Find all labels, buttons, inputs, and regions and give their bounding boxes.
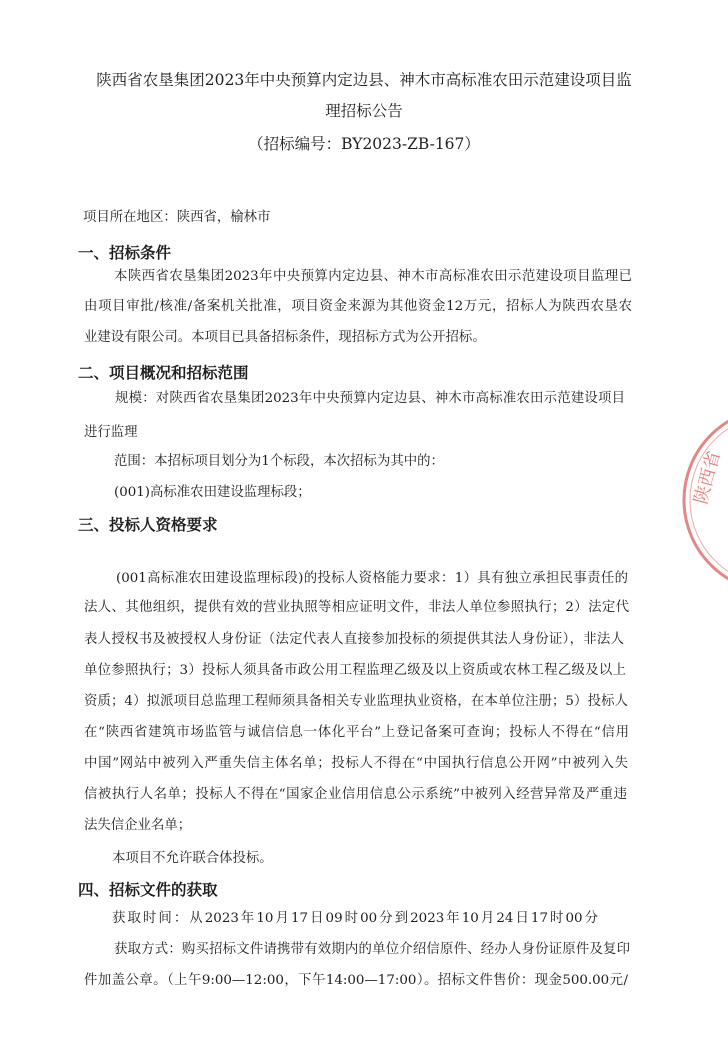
s4-line3: 件加盖公章。（上午9:00—12:00，下午14:00—17:00）。招标文件售价：现金500.00元/ — [84, 973, 628, 988]
s1-line2: 由项目审批/核准/备案机关批准，项目资金来源为其他资金12万元，招标人为陕西农垦农 — [84, 299, 632, 314]
s4-line2: 获取方式：购买招标文件请携带有效期内的单位介绍信原件、经办人身份证原件及复印 — [114, 942, 630, 957]
s1-line3: 业建设有限公司。本项目已具备招标条件，现招标方式为公开招标。 — [84, 330, 486, 345]
s3-line6: 在“陕西省建筑市场监管与诚信信息一体化平台”上登记备案可查询；投标人不得在“信用 — [84, 725, 629, 740]
s3-line10: 本项目不允许联合体投标。 — [112, 851, 273, 866]
s3-line5: 资质；4）拟派项目总监理工程师须具备相关专业监理执业资格，在本单位注册；5）投标人 — [84, 694, 628, 709]
s2-line3: 范围：本招标项目划分为1个标段，本次招标为其中的： — [114, 454, 444, 469]
s4-line1: 获取时间：从2023年10月17日09时00分到2023年10月24日17时00分 — [112, 911, 598, 926]
project-region: 项目所在地区：陕西省，榆林市 — [83, 210, 271, 225]
s3-line3: 表人授权书及被授权人身份证（法定代表人直接参加投标的须提供其法人身份证），非法人 — [84, 632, 624, 647]
tender-code: （招标编号：BY2023-ZB-167） — [248, 135, 480, 153]
doc-title-line1: 陕西省农垦集团2023年中央预算内定边县、神木市高标准农田示范建设项目监 — [96, 71, 632, 89]
doc-title-line2: 理招标公告 — [325, 102, 403, 120]
s3-line1: (001高标准农田建设监理标段)的投标人资格能力要求：1）具有独立承担民事责任的 — [116, 571, 628, 586]
section-1-heading: 一、招标条件 — [78, 244, 172, 262]
s3-line2: 法人、其他组织，提供有效的营业执照等相应证明文件，非法人单位参照执行；2）法定代 — [84, 600, 629, 615]
s2-line4: (001)高标准农田建设监理标段； — [114, 485, 311, 500]
s2-line1: 规模：对陕西省农垦集团2023年中央预算内定边县、神木市高标准农田示范建设项目 — [115, 391, 625, 406]
section-4-heading: 四、招标文件的获取 — [78, 881, 218, 899]
s3-line9: 法失信企业名单； — [84, 818, 192, 833]
official-seal-stamp — [676, 400, 728, 600]
section-3-heading: 三、投标人资格要求 — [78, 516, 218, 534]
seal-text: 陕西省 — [690, 448, 725, 507]
section-2-heading: 二、项目概况和招标范围 — [78, 364, 249, 382]
s2-line2: 进行监理 — [84, 425, 138, 440]
s1-line1: 本陕西省农垦集团2023年中央预算内定边县、神木市高标准农田示范建设项目监理已 — [114, 269, 632, 284]
s3-line8: 信被执行人名单；投标人不得在“国家企业信用信息公示系统”中被列入经营异常及严重违 — [84, 787, 627, 802]
s3-line7: 中国”网站中被列入严重失信主体名单；投标人不得在“中国执行信息公开网”中被列入失 — [84, 756, 628, 771]
s3-line4: 单位参照执行；3）投标人须具备市政公用工程监理乙级及以上资质或农林工程乙级及以上 — [84, 663, 626, 678]
